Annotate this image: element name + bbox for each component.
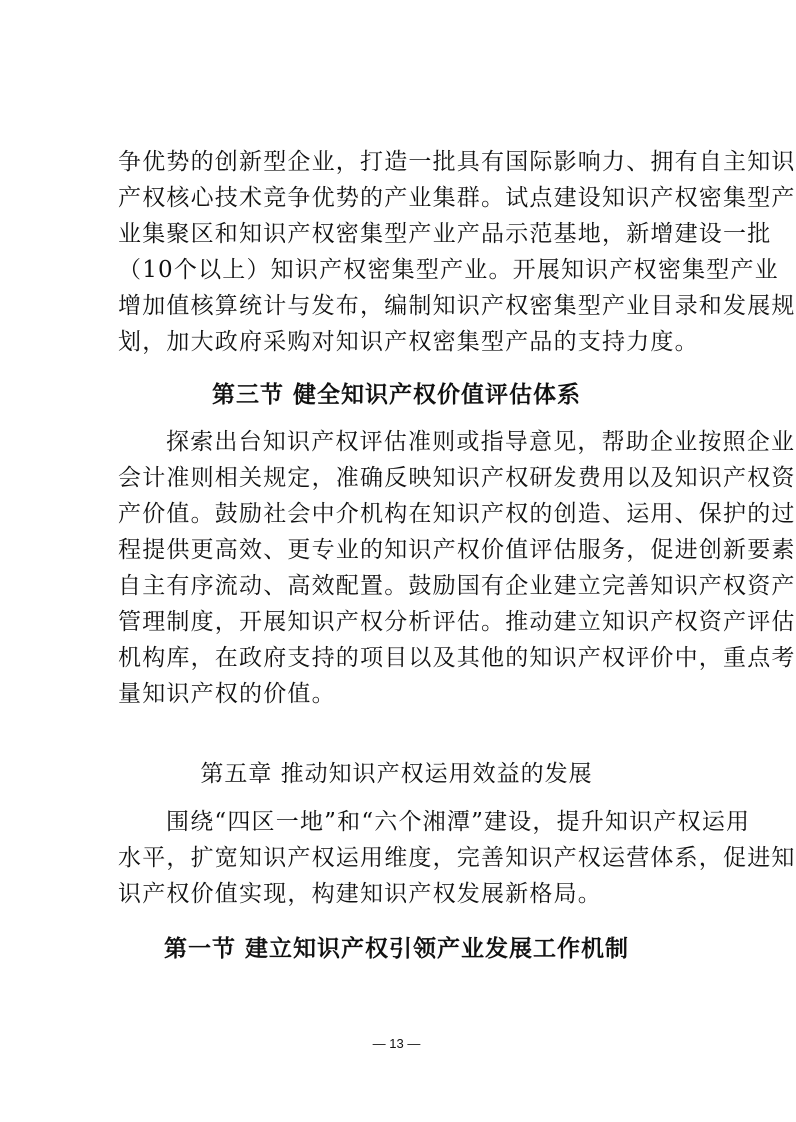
- chapter-heading: 第五章 推动知识产权运用效益的发展: [200, 761, 593, 787]
- paragraph2-line: 程提供更高效、更专业的知识产权价值评估服务，促进创新要素: [118, 537, 796, 563]
- paragraph1-line: 产权核心技术竞争优势的产业集群。试点建设知识产权密集型产: [118, 185, 796, 211]
- paragraph3-line: 围绕“四区一地”和“六个湘潭”建设，提升知识产权运用: [166, 809, 751, 835]
- paragraph2-line: 机构库，在政府支持的项目以及其他的知识产权评价中，重点考: [118, 645, 796, 671]
- paragraph2-line: 自主有序流动、高效配置。鼓励国有企业建立完善知识产权资产: [118, 573, 796, 599]
- paragraph2-line: 量知识产权的价值。: [118, 681, 336, 707]
- paragraph3-line: 水平，扩宽知识产权运用维度，完善知识产权运营体系，促进知: [118, 845, 796, 871]
- paragraph2-line: 产价值。鼓励社会中介机构在知识产权的创造、运用、保护的过: [118, 501, 796, 527]
- section-heading: 第三节 健全知识产权价值评估体系: [211, 381, 581, 408]
- page-number: — 13 —: [372, 1036, 421, 1051]
- paragraph1-line: 业集聚区和知识产权密集型产业产品示范基地，新增建设一批: [118, 221, 772, 247]
- paragraph3-line: 识产权价值实现，构建知识产权发展新格局。: [118, 881, 602, 907]
- section-heading: 第一节 建立知识产权引领产业发展工作机制: [163, 935, 629, 962]
- paragraph1-line: 争优势的创新型企业，打造一批具有国际影响力、拥有自主知识: [118, 149, 796, 175]
- paragraph2-line: 管理制度，开展知识产权分析评估。推动建立知识产权资产评估: [118, 609, 796, 635]
- paragraph2-line: 会计准则相关规定，准确反映知识产权研发费用以及知识产权资: [118, 465, 796, 491]
- paragraph1-line: （10个以上）知识产权密集型产业。开展知识产权密集型产业: [118, 257, 779, 283]
- paragraph1-line: 划，加大政府采购对知识产权密集型产品的支持力度。: [118, 329, 699, 355]
- paragraph1-line: 增加值核算统计与发布，编制知识产权密集型产业目录和发展规: [118, 293, 796, 319]
- paragraph2-line: 探索出台知识产权评估准则或指导意见，帮助企业按照企业: [166, 429, 796, 455]
